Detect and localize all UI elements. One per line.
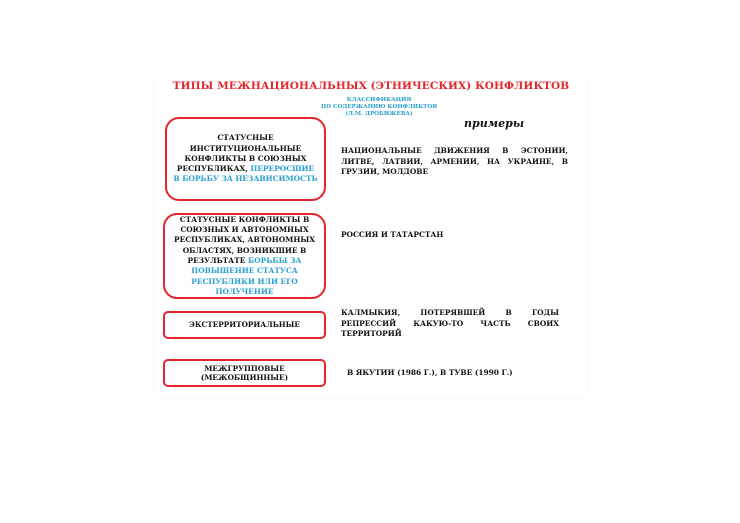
classification-caption [294, 97, 464, 118]
type-box-intergroup [163, 359, 326, 387]
example-text: КАЛМЫКИЯ, ПОТЕРЯВШЕЙ В ГОДЫ РЕПРЕССИЙ КАКУЮ-ТО ЧАСТЬ СВОИХ ТЕРРИТОРИЙ [341, 308, 559, 339]
type-label: ЭКСТЕРРИТОРИАЛЬНЫЕ [189, 320, 300, 330]
classification-line-1: КЛАССИФИКАЦИЯ [346, 97, 412, 103]
example-text: НАЦИОНАЛЬНЫЕ ДВИЖЕНИЯ В ЭСТОНИИ, ЛИТВЕ, ЛАТВИИ, АРМЕНИИ, НА УКРАИНЕ, В ГРУЗИИ, МОЛДОВЕ [341, 146, 568, 177]
type-highlight: ПЕРЕРОСШИЕ В БОРЬБУ ЗА НЕЗАВИСИМОСТЬ [173, 164, 318, 184]
type-box-status-autonomy [163, 213, 326, 299]
examples-heading: примеры [464, 117, 525, 130]
type-box-text [173, 133, 318, 184]
type-box-status-institutional [165, 117, 326, 201]
type-label: СТАТУСНЫЕ КОНФЛИКТЫ В СОЮЗНЫХ И АВТОНОМНЫХ РЕСПУБЛИКАХ, АВТОНОМНЫХ ОБЛАСТЯХ, ВОЗНИКШИЕ В РЕЗУЛЬТАТЕ [174, 214, 315, 265]
type-label: МЕЖГРУППОВЫЕ (МЕЖОБЩИННЫЕ) [200, 363, 289, 382]
type-label: СТАТУСНЫЕ ИНСТИТУЦИОНАЛЬНЫЕ КОНФЛИКТЫ В СОЮЗНЫХ РЕСПУБЛИКАХ, [176, 133, 307, 174]
classification-line-2: ПО СОДЕРЖАНИЮ КОНФЛИКТОВ [320, 104, 438, 110]
type-highlight: БОРЬБЫ ЗА ПОВЫШЕНИЕ СТАТУСА РЕСПУБЛИКИ ИЛИ ЕГО ПОЛУЧЕНИЕ [191, 256, 302, 296]
type-box-extraterritorial [163, 311, 326, 339]
example-text: В ЯКУТИИ (1986 Г.), В ТУВЕ (1990 Г.) [347, 368, 513, 377]
slide-title: ТИПЫ МЕЖНАЦИОНАЛЬНЫХ (ЭТНИЧЕСКИХ) КОНФЛИКТОВ [172, 80, 570, 92]
type-box-text [171, 215, 318, 297]
classification-line-3: (Л.М. ДРОБИЖЕВА) [345, 111, 413, 117]
example-text: РОССИЯ И ТАТАРСТАН [341, 230, 444, 239]
